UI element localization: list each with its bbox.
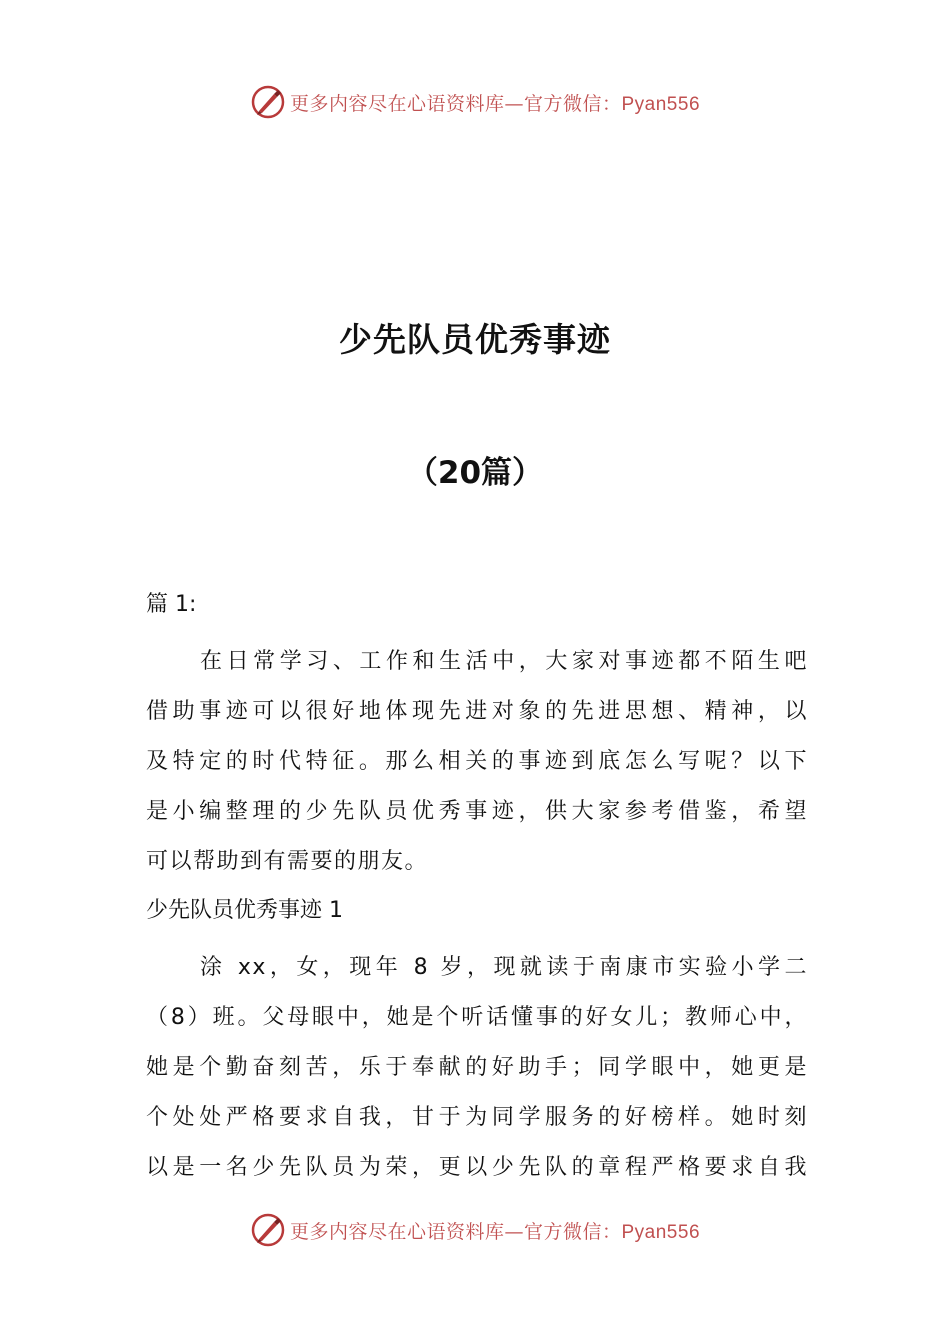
- story-paragraph-line: 个处处严格要求自我，甘于为同学服务的好榜样。她时刻: [146, 1105, 808, 1130]
- watermark-handle: Pyan556: [621, 1221, 701, 1243]
- watermark-text: 更多内容尽在心语资料库—官方微信：Pyan556: [289, 1220, 701, 1243]
- story-paragraph-line: （8）班。父母眼中，她是个听话懂事的好女儿；教师心中，: [146, 1005, 808, 1030]
- intro-paragraph-line: 是小编整理的少先队员优秀事迹，供大家参考借鉴，希望: [146, 799, 808, 824]
- intro-paragraph-line: 在日常学习、工作和生活中，大家对事迹都不陌生吧: [200, 649, 808, 674]
- document-body: [146, 585, 808, 1193]
- watermark-banner-top: [0, 82, 950, 122]
- story-paragraph-line: 她是个勤奋刻苦，乐于奉献的好助手；同学眼中，她更是: [146, 1055, 808, 1080]
- section-heading: 篇 1:: [146, 592, 197, 617]
- intro-paragraph-line: 借助事迹可以很好地体现先进对象的先进思想、精神，以: [146, 699, 808, 724]
- intro-paragraph-line: 及特定的时代特征。那么相关的事迹到底怎么写呢？以下: [146, 749, 808, 774]
- watermark-banner-bottom: [0, 1210, 950, 1250]
- watermark-text: 更多内容尽在心语资料库—官方微信：Pyan556: [289, 92, 701, 115]
- document-subtitle: （20篇）: [406, 455, 544, 491]
- story-paragraph-line: 以是一名少先队员为荣，更以少先队的章程严格要求自我: [146, 1155, 808, 1180]
- story-heading: 少先队员优秀事迹 1: [146, 898, 343, 923]
- story-paragraph-line: 涂 xx，女，现年 8 岁，现就读于南康市实验小学二: [200, 955, 808, 980]
- intro-paragraph-line: 可以帮助到有需要的朋友。: [146, 849, 429, 874]
- watermark-handle: Pyan556: [621, 93, 701, 115]
- document-title: 少先队员优秀事迹: [339, 320, 611, 359]
- pen-logo-icon: [250, 84, 286, 120]
- pen-logo-icon: [250, 1212, 286, 1248]
